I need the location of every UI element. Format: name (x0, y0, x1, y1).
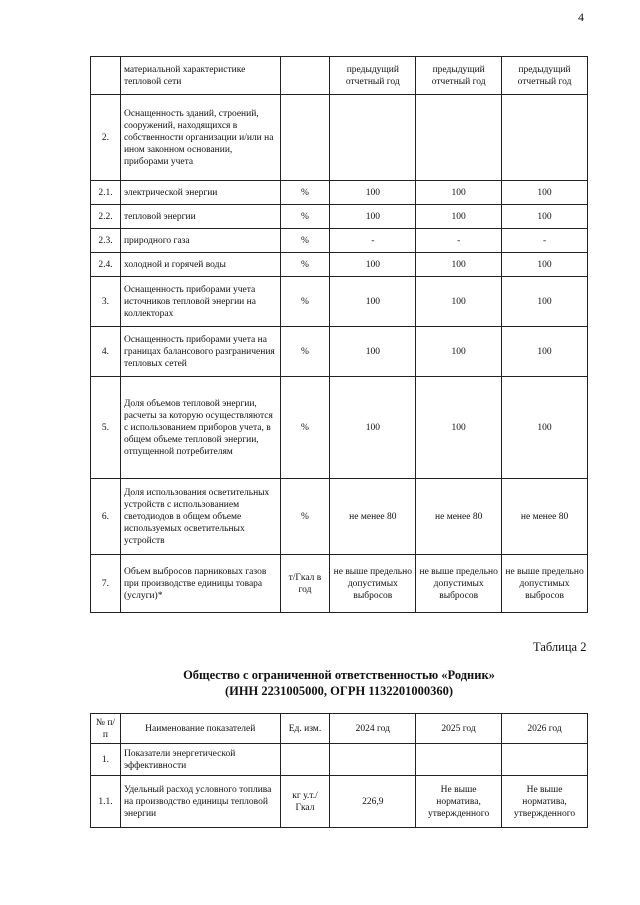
value-cell: 100 (330, 181, 416, 205)
table-row (91, 229, 588, 253)
table-row (91, 95, 588, 181)
unit-cell: кг у.т./ Гкал (280, 776, 330, 828)
unit-cell: % (280, 377, 330, 479)
value-cell: 226,9 (330, 776, 416, 828)
value-cell: 100 (416, 377, 502, 479)
unit-cell: % (280, 277, 330, 327)
value-cell (502, 95, 588, 181)
row-number: 5. (91, 377, 121, 479)
value-cell: 100 (416, 327, 502, 377)
value-cell (502, 744, 588, 776)
table-row (91, 181, 588, 205)
efficiency-table (90, 713, 588, 828)
indicator-name: электрической энергии (120, 181, 280, 205)
row-number: 4. (91, 327, 121, 377)
unit-cell (280, 744, 330, 776)
value-cell: 100 (502, 277, 588, 327)
value-cell: 100 (502, 377, 588, 479)
table-caption: Таблица 2 (533, 640, 587, 654)
table-row (91, 277, 588, 327)
value-cell: 100 (416, 205, 502, 229)
indicator-name: материальной характеристике тепловой сети (120, 57, 280, 95)
value-cell: 100 (502, 181, 588, 205)
value-cell: 100 (330, 277, 416, 327)
value-cell: предыдущий отчетный год (330, 57, 416, 95)
value-cell (330, 744, 416, 776)
header-cell: 2025 год (416, 714, 502, 744)
page-number: 4 (578, 10, 584, 24)
row-number: 7. (91, 555, 121, 613)
indicator-name: тепловой энергии (120, 205, 280, 229)
row-number: 2.2. (91, 205, 121, 229)
value-cell: не менее 80 (330, 479, 416, 555)
value-cell (416, 95, 502, 181)
unit-cell: % (280, 479, 330, 555)
value-cell: не выше предельно допустимых выбросов (502, 555, 588, 613)
table-row (91, 377, 588, 479)
value-cell: 100 (330, 377, 416, 479)
organization-name: Общество с ограниченной ответственностью «Родник» (183, 668, 495, 682)
unit-cell: % (280, 181, 330, 205)
unit-cell: % (280, 205, 330, 229)
unit-cell: т/Гкал в год (280, 555, 330, 613)
row-number: 1.1. (91, 776, 121, 828)
unit-cell: % (280, 327, 330, 377)
value-cell: - (502, 229, 588, 253)
table-row (91, 327, 588, 377)
value-cell: предыдущий отчетный год (416, 57, 502, 95)
indicator-name: Показатели энергетической эффективности (120, 744, 280, 776)
value-cell: 100 (330, 327, 416, 377)
unit-cell: % (280, 253, 330, 277)
organization-ids: (ИНН 2231005000, ОГРН 1132201000360) (224, 684, 454, 698)
header-cell: 2026 год (502, 714, 588, 744)
header-cell: № п/п (91, 714, 121, 744)
header-cell: 2024 год (330, 714, 416, 744)
table-row (91, 744, 588, 776)
value-cell: 100 (330, 253, 416, 277)
table-row (91, 205, 588, 229)
header-cell: Наименование показателей (120, 714, 280, 744)
table-row (91, 776, 588, 828)
row-number: 6. (91, 479, 121, 555)
value-cell: Не выше норматива, утвержденного (502, 776, 588, 828)
value-cell: 100 (502, 253, 588, 277)
indicator-name: холодной и горячей воды (120, 253, 280, 277)
value-cell: не менее 80 (502, 479, 588, 555)
value-cell (416, 744, 502, 776)
value-cell: - (416, 229, 502, 253)
unit-cell (280, 95, 330, 181)
row-number: 2.1. (91, 181, 121, 205)
value-cell: не менее 80 (416, 479, 502, 555)
value-cell (330, 95, 416, 181)
value-cell: Не выше норматива, утвержденного (416, 776, 502, 828)
indicators-table (90, 56, 588, 613)
value-cell: - (330, 229, 416, 253)
row-number: 1. (91, 744, 121, 776)
indicator-name: Оснащенность приборами учета на границах балансового разграничения тепловых сетей (120, 327, 280, 377)
row-number: 3. (91, 277, 121, 327)
unit-cell (280, 57, 330, 95)
table-row (91, 479, 588, 555)
indicator-name: природного газа (120, 229, 280, 253)
table-row (91, 253, 588, 277)
value-cell: 100 (416, 253, 502, 277)
value-cell: 100 (416, 181, 502, 205)
table-row (91, 57, 588, 95)
indicator-name: Доля использования осветительных устройств с использованием светодиодов в общем объеме используемых осветительных устройств (120, 479, 280, 555)
value-cell: 100 (330, 205, 416, 229)
value-cell: не выше предельно допустимых выбросов (330, 555, 416, 613)
table-header-row (91, 714, 588, 744)
value-cell: 100 (416, 277, 502, 327)
organization-heading (90, 667, 588, 699)
value-cell: не выше предельно допустимых выбросов (416, 555, 502, 613)
value-cell: 100 (502, 205, 588, 229)
unit-cell: % (280, 229, 330, 253)
row-number: 2. (91, 95, 121, 181)
row-number: 2.4. (91, 253, 121, 277)
value-cell: предыдущий отчетный год (502, 57, 588, 95)
indicator-name: Объем выбросов парниковых газов при производстве единицы товара (услуги)* (120, 555, 280, 613)
indicator-name: Удельный расход условного топлива на производство единицы тепловой энергии (120, 776, 280, 828)
indicator-name: Оснащенность приборами учета источников тепловой энергии на коллекторах (120, 277, 280, 327)
value-cell: 100 (502, 327, 588, 377)
indicator-name: Доля объемов тепловой энергии, расчеты за которую осуществляются с использованием приборов учета, в общем объеме тепловой энергии, отпущенной потребителям (120, 377, 280, 479)
row-number (91, 57, 121, 95)
indicator-name: Оснащенность зданий, строений, сооружений, находящихся в собственности организации и/или на ином законном основании, приборами учета (120, 95, 280, 181)
header-cell: Ед. изм. (280, 714, 330, 744)
table-row (91, 555, 588, 613)
row-number: 2.3. (91, 229, 121, 253)
